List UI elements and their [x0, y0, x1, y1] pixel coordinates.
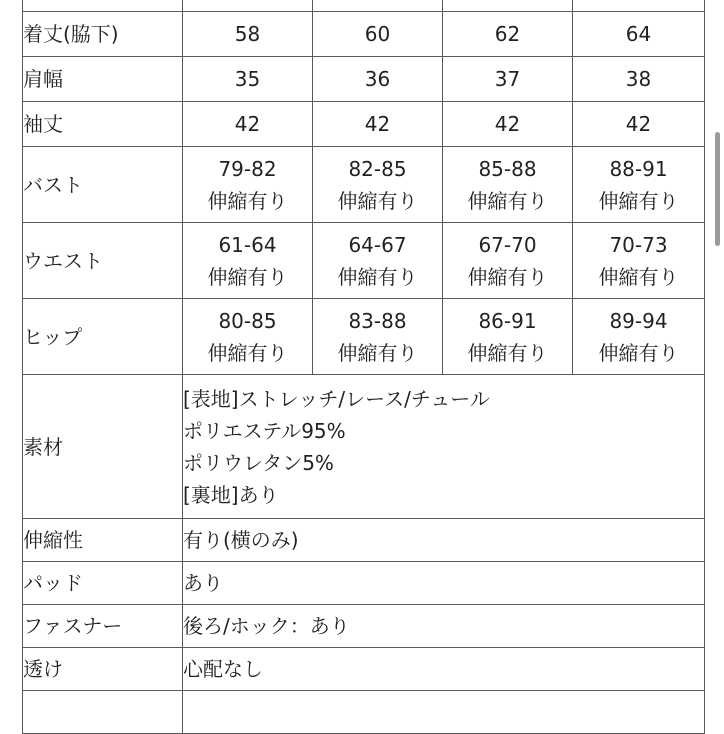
seethrough-value: 心配なし — [183, 648, 705, 691]
material-cell — [183, 375, 705, 519]
stretch-note: 伸縮有り — [337, 340, 418, 365]
stretch-note: 伸縮有り — [598, 340, 679, 365]
table-cell — [183, 691, 705, 734]
row-label: 袖丈 — [23, 102, 183, 147]
table-row-length — [23, 12, 705, 57]
table-cell: 36 — [313, 57, 443, 102]
range-value: 82-85 — [348, 156, 407, 181]
stretch-note: 伸縮有り — [467, 264, 548, 289]
table-row-bust — [23, 147, 705, 223]
table-row-shoulder — [23, 57, 705, 102]
material-line: [裏地]あり — [183, 482, 279, 507]
stretch-note: 伸縮有り — [467, 340, 548, 365]
range-value: 64-67 — [348, 232, 407, 257]
header-size-xs — [183, 0, 313, 12]
row-label: ファスナー — [23, 605, 183, 648]
range-value: 88-91 — [609, 156, 668, 181]
table-cell: 64 — [573, 12, 705, 57]
table-cell: 35 — [183, 57, 313, 102]
table-row-seethrough — [23, 648, 705, 691]
row-label: 伸縮性 — [23, 519, 183, 562]
row-label: パッド — [23, 562, 183, 605]
range-value: 79-82 — [218, 156, 277, 181]
table-row-hip — [23, 299, 705, 375]
range-value: 61-64 — [218, 232, 277, 257]
scrollbar-thumb[interactable] — [715, 132, 720, 246]
row-label: 透け — [23, 648, 183, 691]
header-size-s — [313, 0, 443, 12]
table-cell: 58 — [183, 12, 313, 57]
row-label: 肩幅 — [23, 57, 183, 102]
pad-value: あり — [183, 562, 705, 605]
table-cell — [443, 299, 573, 375]
table-row-waist — [23, 223, 705, 299]
stretch-note: 伸縮有り — [207, 188, 288, 213]
range-value: 85-88 — [478, 156, 537, 181]
table-cell — [443, 147, 573, 223]
table-row-material — [23, 375, 705, 519]
header-size-l — [573, 0, 705, 12]
row-label: 着丈(脇下) — [23, 12, 183, 57]
material-line: ポリエステル95% — [183, 418, 346, 443]
range-value: 70-73 — [609, 232, 668, 257]
stretch-note: 伸縮有り — [467, 188, 548, 213]
row-label: ヒップ — [23, 299, 183, 375]
table-header-row — [23, 0, 705, 12]
table-cell — [183, 299, 313, 375]
table-cell — [313, 299, 443, 375]
range-value: 67-70 — [478, 232, 537, 257]
row-label: 素材 — [23, 375, 183, 519]
range-value: 89-94 — [609, 308, 668, 333]
range-value: 80-85 — [218, 308, 277, 333]
fastener-value: 後ろ/ホック：あり — [183, 605, 705, 648]
table-cell — [183, 147, 313, 223]
header-size-m — [443, 0, 573, 12]
stretch-note: 伸縮有り — [598, 188, 679, 213]
table-cell — [573, 299, 705, 375]
table-cell — [313, 223, 443, 299]
table-cell: 42 — [183, 102, 313, 147]
stretch-note: 伸縮有り — [207, 340, 288, 365]
table-row-stretch — [23, 519, 705, 562]
stretch-note: 伸縮有り — [207, 264, 288, 289]
stretch-note: 伸縮有り — [337, 264, 418, 289]
table-cell — [183, 223, 313, 299]
table-cell — [313, 147, 443, 223]
stretch-note: 伸縮有り — [598, 264, 679, 289]
row-label: バスト — [23, 147, 183, 223]
range-value: 83-88 — [348, 308, 407, 333]
stretch-value: 有り(横のみ) — [183, 519, 705, 562]
material-line: [表地]ストレッチ/レース/チュール — [183, 386, 490, 411]
table-cell: 37 — [443, 57, 573, 102]
table-row-pad — [23, 562, 705, 605]
table-cell — [443, 223, 573, 299]
table-row-fastener — [23, 605, 705, 648]
stretch-note: 伸縮有り — [337, 188, 418, 213]
table-cell — [573, 147, 705, 223]
size-table — [22, 0, 705, 734]
table-row-sleeve — [23, 102, 705, 147]
row-label — [23, 691, 183, 734]
material-line: ポリウレタン5% — [183, 450, 334, 475]
table-cell: 42 — [573, 102, 705, 147]
header-corner-cell — [23, 0, 183, 12]
row-label: ウエスト — [23, 223, 183, 299]
table-cell — [573, 223, 705, 299]
table-cell: 42 — [443, 102, 573, 147]
table-cell: 42 — [313, 102, 443, 147]
table-row-next — [23, 691, 705, 734]
table-cell: 38 — [573, 57, 705, 102]
table-cell: 60 — [313, 12, 443, 57]
range-value: 86-91 — [478, 308, 537, 333]
table-cell: 62 — [443, 12, 573, 57]
